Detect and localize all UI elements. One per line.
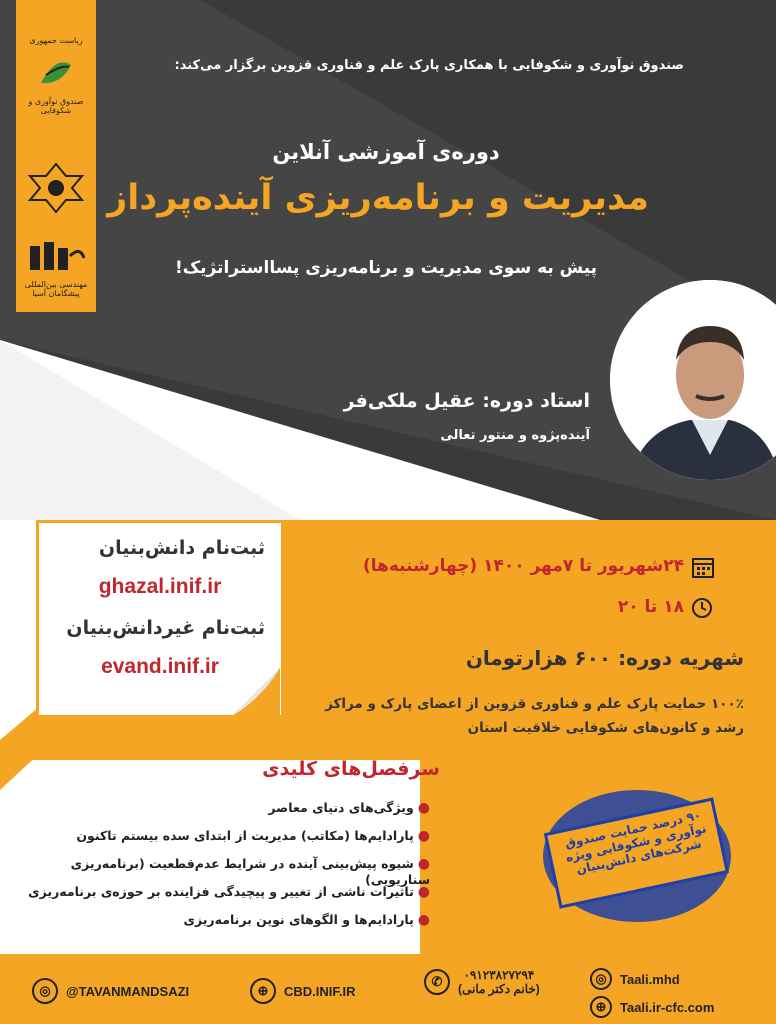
topic-item: ●ویژگی‌های دنیای معاصر xyxy=(268,800,430,816)
phone-icon: ✆ xyxy=(424,969,450,995)
course-dates: ۲۴شهریور تا ۷مهر ۱۴۰۰ (چهارشنبه‌ها) xyxy=(362,556,684,576)
asia-emblem-icon xyxy=(26,238,86,278)
knowledge-based-link[interactable]: ghazal.inif.ir xyxy=(98,575,222,598)
footer-website-1[interactable]: ⊕ CBD.INIF.IR xyxy=(250,978,356,1004)
topic-item: ●پارادایم‌ها (مکاتب) مدیریت از ابتدای سده بیستم تاکنون xyxy=(76,828,430,844)
topic-item: ●پارادایم‌ها و الگوهای نوین برنامه‌ریزی xyxy=(183,912,430,928)
course-tagline: پیش به سوی مدیریت و برنامه‌ریزی پسااستراتژیک! xyxy=(174,258,598,278)
park-emblem-icon xyxy=(26,162,86,214)
course-fee: شهریه دوره: ۶۰۰ هزارتومان xyxy=(465,646,744,670)
organizer-line: صندوق نوآوری و شکوفایی با همکاری پارک علم و فناوری قزوین برگزار می‌کند: xyxy=(174,58,684,73)
instagram-icon: ◎ xyxy=(590,968,612,990)
fund-caption: صندوق نوآوری و شکوفایی xyxy=(28,97,84,115)
support-note: ۱۰۰٪ حمایت پارک علم و فناوری قزوین از اعضای پارک و مراکز رشد و کانون‌های شکوفایی خلاقیت استان xyxy=(325,696,744,736)
topics-title: سرفصل‌های کلیدی xyxy=(262,758,440,780)
asia-logo xyxy=(22,238,90,298)
topic-item: ●تاثیرات ناشی از تغییر و پیچیدگی فزاینده بر حوزه‌ی برنامه‌ریزی xyxy=(28,884,430,900)
calendar-icon xyxy=(690,554,716,580)
globe-icon: ⊕ xyxy=(250,978,276,1004)
instructor-role: آینده‌پژوه و منتور تعالی xyxy=(440,428,590,443)
footer-website-2[interactable]: ⊕ Taali.ir-cfc.com xyxy=(590,996,714,1018)
clock-icon xyxy=(690,596,714,620)
non-knowledge-based-label: ثبت‌نام غیردانش‌بنیان xyxy=(66,617,265,639)
instructor-name: استاد دوره: عقیل ملکی‌فر xyxy=(343,390,590,412)
leaf-icon xyxy=(31,45,81,95)
seal-text: ۹۰ درصد حمایت صندوق نوآوری و شکوفایی ویژه شرکت‌های دانش‌بنیان xyxy=(563,808,708,877)
footer-instagram-1[interactable]: ◎ @TAVANMANDSAZI xyxy=(32,978,189,1004)
course-title: مدیریت و برنامه‌ریزی آینده‌پرداز xyxy=(107,178,649,218)
course-time: ۱۸ تا ۲۰ xyxy=(617,597,684,617)
footer-phone[interactable]: ✆ ۰۹۱۲۳۸۲۷۲۹۴ (خانم دکتر مانی) xyxy=(424,968,540,996)
non-knowledge-based-link[interactable]: evand.inif.ir xyxy=(101,655,219,678)
knowledge-based-label: ثبت‌نام دانش‌بنیان xyxy=(98,537,265,559)
page-curl-icon xyxy=(232,668,282,718)
science-park-logo xyxy=(22,162,90,216)
presidency-caption: ریاست جمهوری xyxy=(29,36,83,45)
course-subtitle: دوره‌ی آموزشی آنلاین xyxy=(272,140,500,164)
footer-instagram-2[interactable]: ◎ Taali.mhd xyxy=(590,968,680,990)
topic-item: ●شیوه پیش‌بینی آینده در شرایط عدم‌قطعیت (برنامه‌ریزی سناریویی) xyxy=(70,856,430,887)
logo-strip xyxy=(16,0,96,312)
instagram-icon: ◎ xyxy=(32,978,58,1004)
globe-icon: ⊕ xyxy=(590,996,612,1018)
asia-caption: مهندسی بین‌المللی پیشگامان آسیا xyxy=(24,280,88,298)
presidency-logo xyxy=(22,36,90,115)
footer xyxy=(0,954,776,1024)
